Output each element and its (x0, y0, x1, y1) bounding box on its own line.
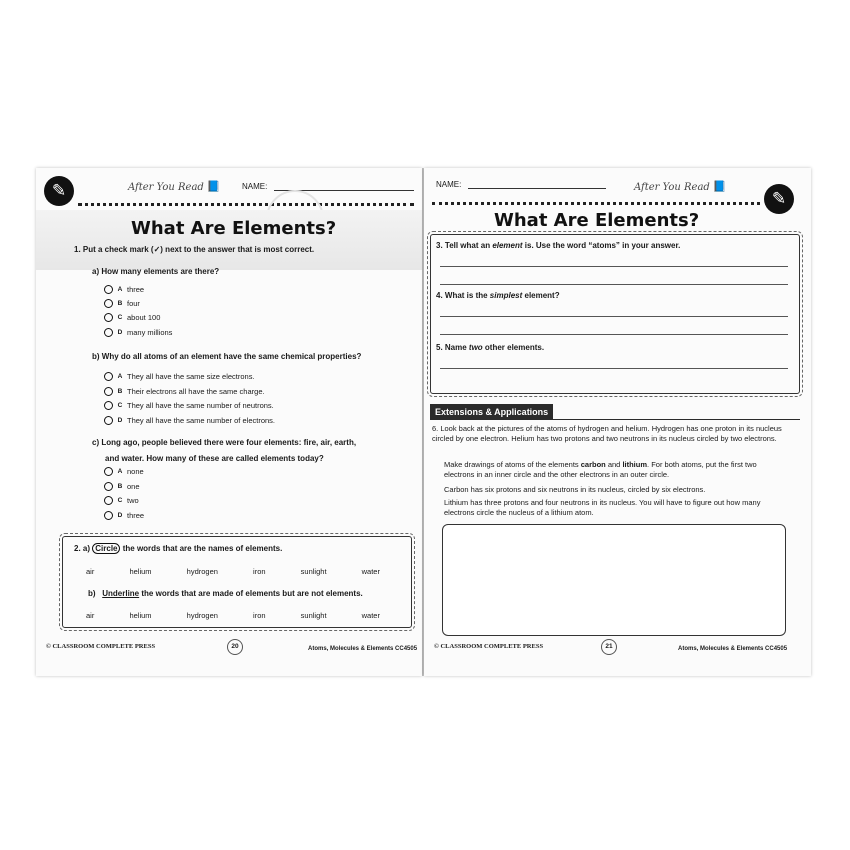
q3-prompt: 3. Tell what an element is. Use the word “atoms” in your answer. (436, 241, 681, 250)
word[interactable]: helium (129, 567, 152, 576)
extensions-rule (430, 419, 800, 420)
answer-line[interactable] (440, 284, 788, 285)
publisher-logo: © CLASSROOM COMPLETE PRESS (434, 643, 544, 650)
word[interactable]: water (361, 611, 380, 620)
after-you-read-label: After You Read 📘 (634, 180, 727, 193)
q1c-option-c[interactable]: C two (104, 496, 139, 505)
word[interactable]: iron (253, 567, 266, 576)
name-line[interactable] (468, 188, 606, 189)
q1-prompt: 1. Put a check mark (✓) next to the answer that is most correct. (74, 245, 315, 254)
word[interactable]: helium (129, 611, 152, 620)
underline-instruction: Underline (102, 589, 140, 598)
q4-prompt: 4. What is the simplest element? (436, 291, 560, 300)
book-code: Atoms, Molecules & Elements CC4505 (308, 646, 418, 652)
page-title: What Are Elements? (494, 210, 700, 231)
answer-line[interactable] (440, 266, 788, 267)
circle-instruction: Circle (92, 543, 120, 554)
radio-circle[interactable] (104, 387, 113, 396)
book-icon: 📘 (206, 180, 221, 193)
radio-circle[interactable] (104, 372, 113, 381)
q2a-prompt: 2. a) Circle the words that are the names of elements. (74, 544, 283, 553)
q2a-word-list (86, 567, 380, 576)
dotted-divider (78, 203, 414, 206)
answer-line[interactable] (440, 334, 788, 335)
after-you-read-label: After You Read 📘 (128, 180, 221, 193)
word[interactable]: iron (253, 611, 266, 620)
q1a-prompt: a) How many elements are there? (92, 267, 220, 276)
answer-line[interactable] (440, 316, 788, 317)
q1b-option-d[interactable]: D They all have the same number of electrons. (104, 416, 275, 425)
q2b-prompt: b) Underline the words that are made of elements but are not elements. (88, 589, 363, 598)
radio-circle[interactable] (104, 313, 113, 322)
q5-prompt: 5. Name two other elements. (436, 343, 545, 352)
word[interactable]: air (86, 567, 95, 576)
name-label: NAME: (436, 180, 462, 189)
right-page (424, 168, 811, 676)
dotted-divider (432, 202, 760, 205)
radio-circle[interactable] (104, 401, 113, 410)
word[interactable]: sunlight (300, 611, 327, 620)
name-label: NAME: (242, 182, 268, 191)
word[interactable]: sunlight (300, 567, 327, 576)
q1c-option-d[interactable]: D three (104, 511, 144, 520)
questions-box (430, 234, 800, 394)
pencil-icon: ✎ (44, 176, 74, 206)
page-number: 21 (601, 639, 617, 655)
q1c-option-a[interactable]: A none (104, 467, 144, 476)
radio-circle[interactable] (104, 299, 113, 308)
pencil-icon: ✎ (764, 184, 794, 214)
radio-circle[interactable] (104, 511, 113, 520)
word[interactable]: water (361, 567, 380, 576)
word[interactable]: hydrogen (186, 611, 218, 620)
answer-line[interactable] (440, 368, 788, 369)
q6-paragraph-2: Make drawings of atoms of the elements carbon and lithium. For both atoms, put the first two electrons in an inner circle and the other electrons in an outer circle. (444, 460, 757, 479)
q1b-option-c[interactable]: C They all have the same number of neutrons. (104, 401, 274, 410)
page-number: 20 (227, 639, 243, 655)
radio-circle[interactable] (104, 496, 113, 505)
q1b-prompt: b) Why do all atoms of an element have the same chemical properties? (92, 352, 362, 361)
radio-circle[interactable] (104, 328, 113, 337)
q1a-option-a[interactable]: A three (104, 285, 144, 294)
word[interactable]: hydrogen (186, 567, 218, 576)
q6-paragraph-4: Lithium has three protons and four neutrons in its nucleus. You will have to figure out how many electrons circle the nucleus of a lithium atom. (444, 498, 761, 517)
radio-circle[interactable] (104, 285, 113, 294)
word[interactable]: air (86, 611, 95, 620)
q1c-option-b[interactable]: B one (104, 482, 140, 491)
radio-circle[interactable] (104, 482, 113, 491)
q1a-option-d[interactable]: D many millions (104, 328, 172, 337)
radio-circle[interactable] (104, 416, 113, 425)
extensions-header: Extensions & Applications (430, 404, 553, 420)
publisher-logo: © CLASSROOM COMPLETE PRESS (46, 643, 156, 650)
book-code: Atoms, Molecules & Elements CC4505 (678, 646, 788, 652)
q2b-word-list (86, 611, 380, 620)
left-page (36, 168, 422, 676)
q1b-option-b[interactable]: B Their electrons all have the same charge. (104, 387, 265, 396)
radio-circle[interactable] (104, 467, 113, 476)
drawing-area[interactable] (442, 524, 786, 636)
q6-paragraph-1: 6. Look back at the pictures of the atoms of hydrogen and helium. Hydrogen has one proton in its nucleus circled by one electron. Helium has two protons and two neutrons in its nucleus circled by two electrons. (432, 424, 782, 443)
page-title: What Are Elements? (131, 218, 337, 239)
q1b-option-a[interactable]: A They all have the same size electrons. (104, 372, 255, 381)
q1c-prompt-line2: and water. How many of these are called elements today? (105, 454, 324, 463)
book-icon: 📘 (712, 180, 727, 193)
q1a-option-b[interactable]: B four (104, 299, 140, 308)
q6-paragraph-3: Carbon has six protons and six neutrons in its nucleus, circled by six electrons. (444, 485, 706, 494)
q1c-prompt-line1: c) Long ago, people believed there were four elements: fire, air, earth, (92, 438, 357, 447)
q1a-option-c[interactable]: C about 100 (104, 313, 160, 322)
